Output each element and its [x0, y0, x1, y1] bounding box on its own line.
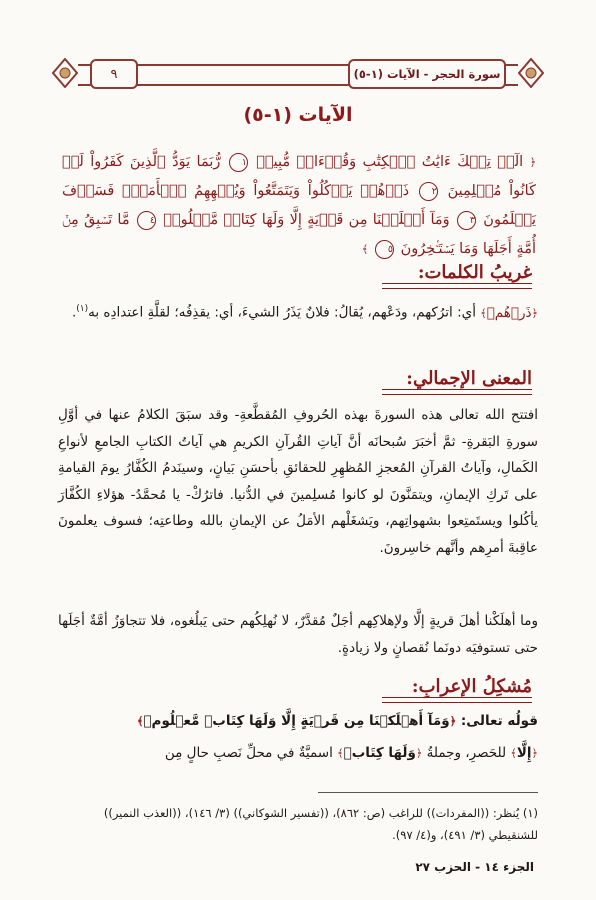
verse-number: ٥ — [375, 240, 394, 259]
quran-verses: ﴿ الٓرۚ تِلۡكَ ءَايَٰتُ ٱلۡكِتَٰبِ وَقُرۡءَانٖ مُّبِينٖ ١ رُّبَمَا يَوَدُّ ٱلَّذِينَ كَفَرُواْ لَوۡ كَانُواْ مُسۡلِمِينَ ٢ ذَرۡهُمۡ يَأۡكُلُواْ وَيَتَمَتَّعُواْ وَيُلۡهِهِمُ ٱلۡأَمَلُۖ فَسَوۡفَ يَعۡلَمُونَ ٣ وَمَآ أَهۡلَكۡنَا مِن قَرۡيَةٍ إِلَّا وَلَهَا كِتَابٞ مَّعۡلُومٞ ٤ مَّا تَسۡبِقُ مِنۡ أُمَّةٍ أَجَلَهَا وَمَا يَسۡتَـٔۡخِرُونَ ٥ ﴾ — [62, 154, 537, 257]
gharib-paragraph: ﴿ذَرۡهُمۡ﴾ أي: اترُكهم، ودَعْهم، يُقالُ: فلانٌ يَذَرُ الشيءَ، أي: يقذِفُه؛ لقلَّةِ اعتدادِه به$^{(١)}$. — [71, 304, 538, 321]
page-footer: الجزء ١٤ - الحزب ٢٧ — [415, 860, 534, 874]
section-title: الآيات (١-٥) — [243, 104, 353, 126]
heading-underline — [382, 389, 532, 395]
irab-paragraph: ﴿إِلَّا﴾ للحَصرِ، وجملةُ ﴿وَلَهَا كِتَابٞ﴾ اسميَّةٌ في محلِّ نَصبِ حالٍ مِن — [164, 745, 538, 761]
ornament-right-icon — [518, 58, 544, 88]
heading-irab: مُشكِلُ الإعرابِ: — [412, 676, 532, 697]
irab-verse-line: قولُه تعالى: ﴿وَمَآ أَهۡلَكۡنَا مِن قَرۡيَةٍ إِلَّا وَلَهَا كِتَابٞ مَّعۡلُومٞ﴾ — [137, 713, 538, 729]
verse-2: رُّبَمَا يَوَدُّ ٱلَّذِينَ كَفَرُواْ لَوۡ كَانُواْ مُسۡلِمِينَ — [62, 154, 536, 199]
footnote-separator — [318, 792, 538, 793]
verse-number: ٢ — [419, 182, 438, 201]
verse-3: ذَرۡهُمۡ يَأۡكُلُواْ وَيَتَمَتَّعُواْ وَيُلۡهِهِمُ ٱلۡأَمَلُۖ فَسَوۡفَ يَعۡلَمُونَ — [62, 183, 537, 228]
gharib-text: أي: اترُكهم، ودَعْهم، يُقالُ: فلانٌ يَذَرُ الشيءَ، أي: يقذِفُه؛ لقلَّةِ اعتدادِه به — [88, 304, 476, 321]
heading-underline — [382, 283, 532, 289]
verse-5: مَّا تَسۡبِقُ مِنۡ أُمَّةٍ أَجَلَهَا وَمَا يَسۡتَـٔۡخِرُونَ — [62, 212, 536, 257]
footnote-ref: (١) — [76, 304, 89, 314]
verse-1: الٓرۚ تِلۡكَ ءَايَٰتُ ٱلۡكِتَٰبِ وَقُرۡءَانٖ مُّبِينٖ — [256, 154, 524, 170]
heading-maana: المعنى الإجمالي: — [406, 368, 532, 389]
verse-4: وَمَآ أَهۡلَكۡنَا مِن قَرۡيَةٍ إِلَّا وَلَهَا كِتَابٞ مَّعۡلُومٞ — [163, 212, 450, 228]
maana-paragraph-2: وما أهلَكْنا أهلَ قريةٍ إلَّا ولإهلاكِهم أجَلٌ مُقدَّرٌ، لا نُهلِكُهم حتى يَبلُغوه، فلا تتجاوَزُ أمَّةٌ أجَلَها حتى تستوفيَه دونَما نُقصانٍ ولا زيادةٍ. — [58, 613, 538, 656]
page-number: ٩ — [90, 59, 138, 89]
verse-number: ٣ — [457, 211, 476, 230]
footnote: (١) يُنظر: ((المفردات)) للراغب (ص: ٨٦٢)، ((تفسير الشوكاني)) (٣/ ١٤٦)، ((العذب النمير)) للشنقيطي (٣/ ٤٩١)، و(٤/ ٩٧). — [103, 806, 538, 842]
verse-number: ٤ — [137, 211, 156, 230]
running-header — [52, 56, 544, 90]
heading-underline — [382, 697, 532, 703]
running-title: سورة الحجر - الآيات (١-٥) — [348, 59, 506, 89]
term-bracket: ﴿ذَرۡهُمۡ﴾ — [480, 304, 538, 321]
ornament-left-icon — [52, 58, 78, 88]
heading-gharib: غريبُ الكلمات: — [418, 262, 532, 283]
verse-number: ١ — [229, 153, 248, 172]
maana-paragraph-1: افتتح الله تعالى هذه السورةَ بهذه الحُروفِ المُقطَّعةِ- وقد سبَقَ الكلامُ عنها في أوَّلِ سورةِ البَقرةِ- ثمَّ أخبَرَ سُبحانَه أنَّ آياتِ القُرآنِ الكريمِ هي آياتُ الكتابِ الجامعِ لأنواعِ الكَمالِ، وآياتُ القرآنِ المُعجزِ المُظهِرِ للحقائقِ بأحسَنِ بَيانٍ، وسينَدمُ الكُفَّارُ يومَ القيامةِ على تَركِ الإيمانِ، ويتمَنَّونَ لو كانوا مُسلِمينَ في الدُّنيا. فاترُكْ- يا مُحمَّدُ- هؤلاءِ الكُفَّارَ يأكُلوا ويستَمتِعوا بشهواتِهم، ويَشغَلْهم الأمَلُ عن الإيمانِ بالله وطاعتِه؛ فسوف يعلمونَ عاقِبةَ أمرِهم وأنَّهم خاسِرونَ. — [58, 407, 538, 556]
